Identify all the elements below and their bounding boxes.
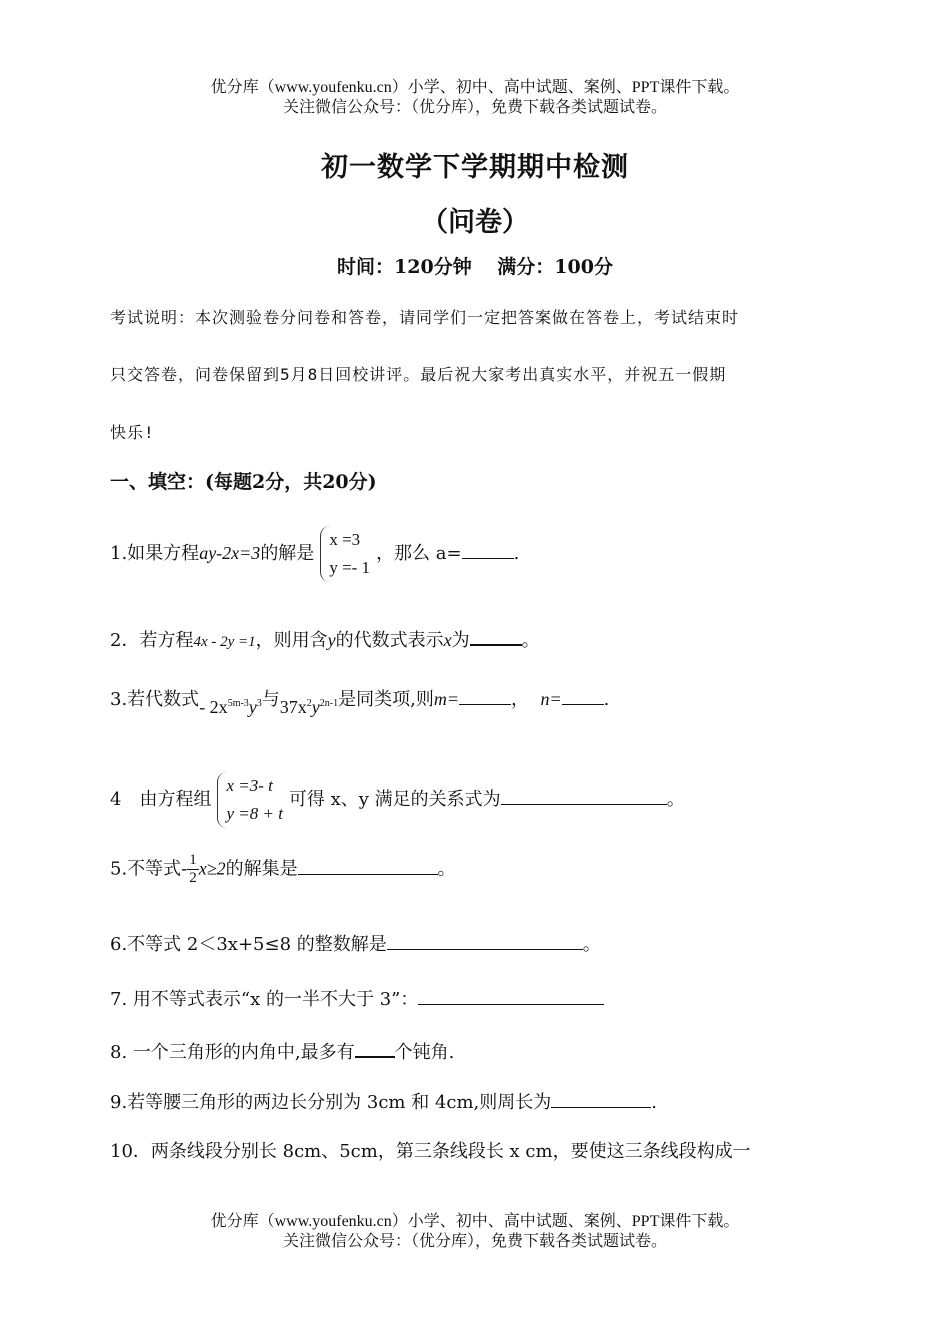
exam-title: 初一数学下学期期中检测 [321,152,629,183]
question-2 [110,626,540,652]
q5-answer-blank[interactable] [298,856,438,875]
q9-answer-blank[interactable] [551,1089,651,1108]
q4-system-line-2: y =8 + t [226,804,283,823]
question-9 [110,1088,657,1114]
q9-text: 9.若等腰三角形的两边长分别为 3cm 和 4cm,则周长为 [110,1092,552,1113]
q3-suffix: 是同类项,则 [338,689,434,710]
q1-prefix: 1.如果方程 [110,543,200,564]
q1-mid: 的解是 [260,543,315,564]
q2-prefix: 2．若方程 [110,630,194,651]
time-score: 时间：120分钟 满分：100分 [337,256,613,278]
q5-suffix: 的解集是 [225,858,298,880]
q10-text: 10．两条线段分别长 8cm、5cm，第三条线段长 x cm，要使这三条线段构成一 [110,1141,751,1162]
q7-answer-blank[interactable] [418,986,604,1005]
q5-expression: x≥2 [198,858,226,879]
q3-term-2-base: 37x [279,697,307,717]
q7-text: 7. 用不等式表示“x 的一半不大于 3”： [110,989,419,1010]
exam-subtitle: （问卷） [421,207,529,238]
q5-prefix: 5.不等式- [110,858,188,880]
q4-end: 。 [666,789,685,810]
q3-term-1-y: y [248,697,257,717]
question-3 [110,685,610,717]
q3-end: . [603,689,610,710]
q8-suffix: 个钝角. [394,1042,455,1063]
q6-end: 。 [582,934,601,955]
q3-n-blank[interactable] [562,686,604,705]
q1-system-line-2: y =- 1 [329,558,371,577]
q8-answer-blank[interactable] [355,1038,395,1058]
q2-mid: ，则用含 [255,630,328,651]
note-line-2: 只交答卷，问卷保留到5月8日回校讲评。最后祝大家考出真实水平，并祝五一假期 [110,365,727,384]
q2-suffix: 为 [451,630,470,651]
q3-n-label: n= [540,689,562,709]
q3-term-2 [280,697,338,717]
q4-equation-system [217,772,282,828]
q5-end: 。 [437,858,456,880]
question-6 [110,930,601,956]
q1-expression: ay-2x=3 [199,543,261,563]
q6-text: 6.不等式 2＜3x+5≤8 的整数解是 [110,934,387,955]
q1-end: . [513,543,520,564]
q2-end: 。 [521,630,540,651]
q1-equation-system [320,526,370,582]
q2-var-y: y [327,630,336,650]
note-line-3: 快乐! [110,423,155,442]
q4-system-line-1: x =3- t [226,776,273,795]
footer-line-1: 优分库（www.youfenku.cn）小学、初中、高中试题、案例、PPT课件下载。 [210,1213,740,1230]
q6-answer-blank[interactable] [387,931,583,950]
q2-mid2: 的代数式表示 [335,630,444,651]
q3-mid: 与 [261,689,280,710]
q2-expression: 4x - 2y =1 [193,634,256,650]
question-1 [110,526,519,582]
q9-end: . [651,1092,657,1113]
q3-term-2-y: y [311,697,320,717]
q4-answer-blank[interactable] [501,786,667,805]
q3-term-1-exp: 5m-3 [227,698,249,709]
header-line-2: 关注微信公众号：（优分库），免费下载各类试题试卷。 [282,99,667,116]
footer-line-2: 关注微信公众号：（优分库），免费下载各类试题试卷。 [282,1233,667,1250]
q5-fraction [187,852,199,887]
q3-m-blank[interactable] [459,686,511,705]
q4-prefix: 4 由方程组 [110,789,212,810]
question-7 [110,985,604,1011]
note-line-1: 考试说明：本次测验卷分问卷和答卷，请同学们一定把答案做在答卷上，考试结束时 [110,308,740,327]
q3-term-2-exp: 2 [306,698,312,709]
header-line-1: 优分库（www.youfenku.cn）小学、初中、高中试题、案例、PPT课件下载。 [210,79,740,96]
question-4 [110,772,685,828]
q2-var-x: x [443,630,452,650]
q2-answer-blank[interactable] [470,626,522,646]
q3-term-1 [199,697,262,717]
question-10 [110,1137,751,1163]
q1-suffix: ，那么 a= [376,543,462,564]
section-1-heading: 一、填空：(每题2分，共20分) [110,471,377,493]
question-8 [110,1038,454,1064]
q1-answer-blank[interactable] [462,540,514,559]
q1-system-line-1: x =3 [329,530,361,549]
question-5 [110,852,456,887]
q8-prefix: 8. 一个三角形的内角中,最多有 [110,1042,355,1063]
q4-suffix: 可得 x、y 满足的关系式为 [288,789,501,810]
q3-term-1-y-exp: 3 [256,698,262,709]
q3-term-1-base: - 2x [199,697,228,717]
q5-numerator: 1 [189,852,197,868]
q3-prefix: 3.若代数式 [110,689,200,710]
q5-denominator: 2 [189,870,197,886]
q3-term-2-y-exp: 2n-1 [319,698,339,709]
q3-sep: ， [511,689,530,710]
q3-m-label: m= [433,689,460,709]
